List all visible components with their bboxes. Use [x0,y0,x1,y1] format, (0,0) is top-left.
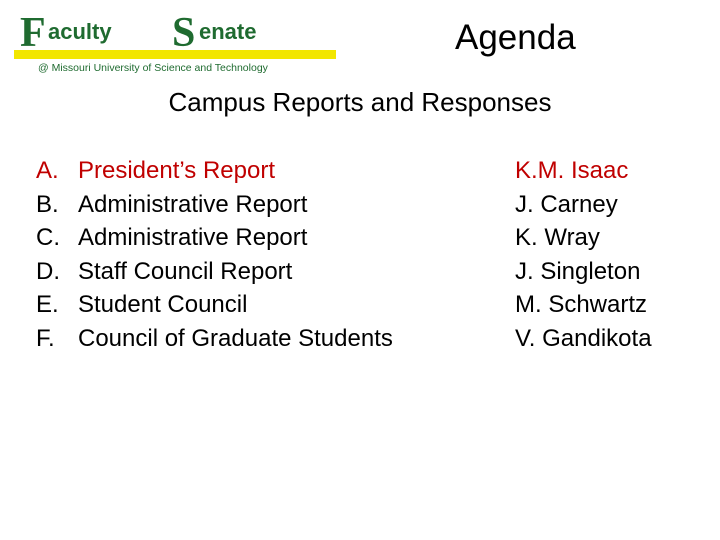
page-title: Agenda [455,18,576,57]
agenda-item-label: Student Council [78,291,248,319]
agenda-item-presenter: K. Wray [515,224,600,252]
logo-subline: @ Missouri University of Science and Technology [38,62,268,74]
agenda-item-letter: A. [36,157,59,184]
agenda-item-label: Administrative Report [78,190,308,218]
agenda-item-letter: B. [36,190,59,218]
logo-word-faculty: aculty [48,19,112,44]
agenda-item-presenter: V. Gandikota [515,324,652,352]
agenda-item-presenter: M. Schwartz [515,291,648,319]
agenda-item-label: Staff Council Report [78,257,293,285]
agenda-item-letter: D. [36,257,60,285]
faculty-senate-logo [12,10,337,74]
agenda-item-presenter: K.M. Isaac [515,157,629,184]
agenda-item-letter: F. [36,324,55,352]
logo-letter-f: F [20,10,46,56]
agenda-item-label: Administrative Report [78,224,308,252]
logo-word-senate: enate [199,19,257,44]
agenda-item-letter: E. [36,291,59,319]
logo-letter-s: S [172,10,196,56]
agenda-item-presenter: J. Singleton [515,257,641,285]
page-subtitle: Campus Reports and Responses [168,87,552,117]
agenda-item-presenter: J. Carney [515,190,618,218]
agenda-item-letter: C. [36,224,60,252]
agenda-item-label: President’s Report [78,157,275,184]
agenda-item-label: Council of Graduate Students [78,324,393,352]
